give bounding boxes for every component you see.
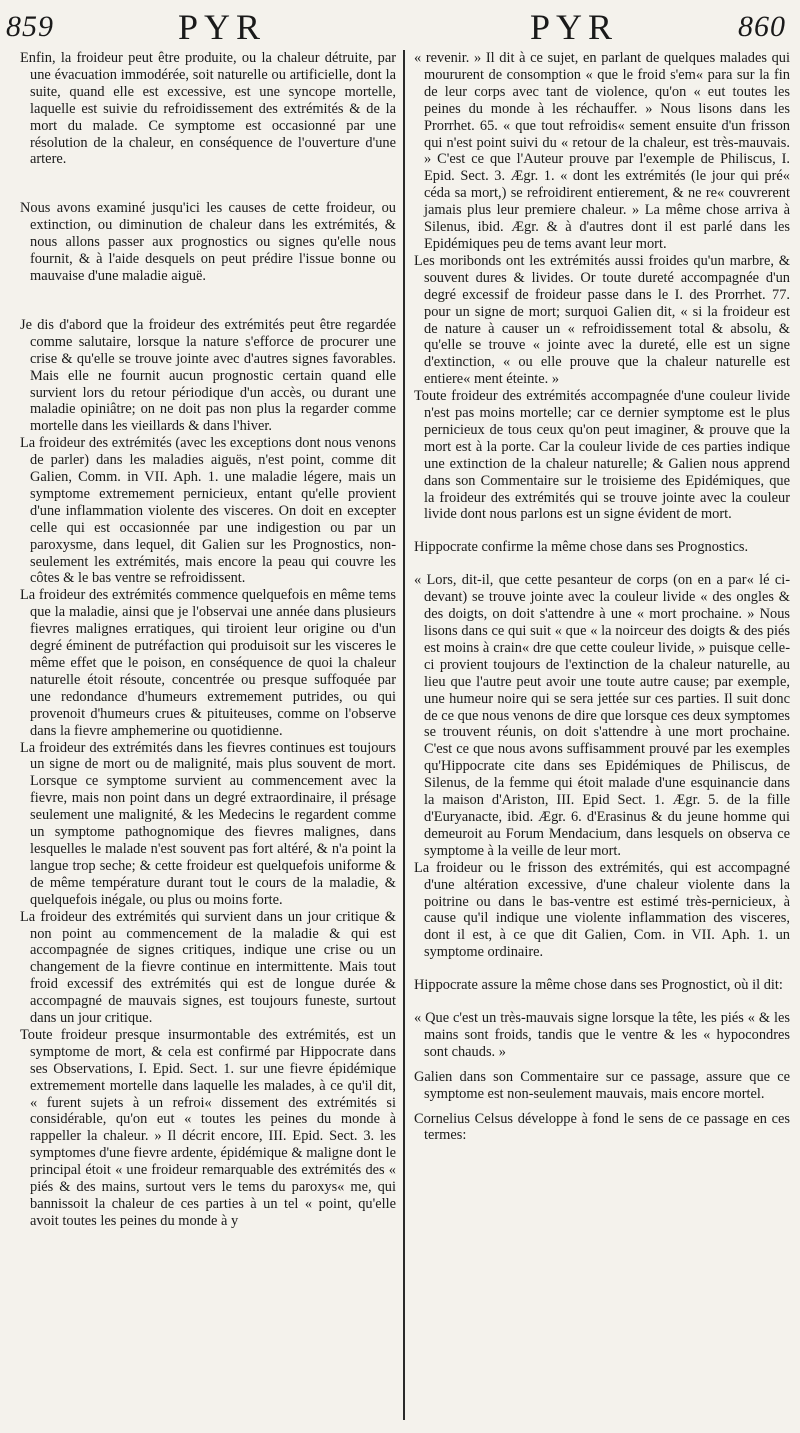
running-head-right: PYR bbox=[530, 7, 619, 47]
paragraph: « revenir. » Il dit à ce sujet, en parlant de quelques malades qui moururent de consomption « que le froid s'em« para sur la fin de leur corps avec tant de violence, qu'on « eut toutes les peines du monde à les réchauffer. » Nous lisons dans les Prorrhet. 65. « que tout refroidis« sement ensuite d'un frisson qui n'est point suivi du « retour de la chaleur, est très-mauvais. » C'est ce que l'Auteur prouve par l'exemple de Philiscus, I. Epid. Sect. 3. Ægr. 1. « dont les extrémités (le jour qui pré« céda sa mort,) se refroidirent entierement, & ne re« couvrerent jamais plus leur premiere chaleur. » La même chose arriva à Silenus, ibid. Ægr. & à d'autres dont il est parlé dans les Epidémiques peu de tems avant leur mort. bbox=[414, 50, 790, 252]
left-column bbox=[20, 50, 396, 1230]
paragraph: « Lors, dit-il, que cette pesanteur de corps (on en a par« lé ci-devant) se trouve jointe avec la couleur livide « des ongles & des doigts, on doit s'attendre à une « mort prochaine. » Nous lisons dans ce qui suit « que « la noirceur des doigts & des piés est moins à crain« dre que cette couleur livide, » puisque celle-ci provient toujours de l'extinction de la chaleur naturelle, au lieu que l'autre peut avoir une toute autre cause; par exemple, une humeur noire qui se sera jettée sur ces parties. Il suit donc de ce que nous venons de dire que lorsque ces deux symptomes se trouvent réunis, on doit s'attendre à une mort prochaine. C'est ce que nous avons suffisamment prouvé par les exemples qu'Hippocrate cite dans ses Epidémiques de Philiscus, de Silenus, de la femme qui étoit malade d'une esquinancie dans la maison d'Ariston, III. Epid Sect. 1. Ægr. 5. de la fille d'Euryanacte, ibid. Ægr. 6. d'Erasinus & du jeune homme qui demeuroit au Forum Mendacium, dans lesquels on observa ce symptome à la veille de leur mort. bbox=[414, 572, 790, 859]
column-divider bbox=[403, 50, 405, 1420]
paragraph: La froideur des extrémités (avec les exceptions dont nous venons de parler) dans les maladies aiguës, n'est point, comme dit Galien, Comm. in VII. Aph. 1. une maladie légere, mais un symptome extremement pernicieux, entant qu'elle provient d'une inflammation violente des visceres. On doit en excepter celle qui est occasionnée par une indigestion ou par un paroxysme, dans lequel, dit Galien sur les Prognostics, non-seulement les extrémités, mais encore la peau qui couvre les côtes & le bas ventre se refroidissent. bbox=[20, 435, 396, 587]
paragraph: Nous avons examiné jusqu'ici les causes de cette froideur, ou extinction, ou diminution de chaleur dans les extrémités, & nous allons passer aux prognostics ou signes qu'elle nous fournit, & à l'aide desquels on peut prédire l'issue bonne ou mauvaise d'une maladie aiguë. bbox=[20, 200, 396, 284]
paragraph: Toute froideur presque insurmontable des extrémités, est un symptome de mort, & cela est confirmé par Hippocrate dans ses Observations, I. Epid. Sect. 1. sur une fievre épidémique extremement mortelle dans laquelle les malades, à ce qu'il dit, « furent sujets à un refroi« dissement des extrémités si considérable, qu'on eut « toutes les peines du monde à rappeller la chaleur. » Il décrit encore, III. Epid. Sect. 3. les symptomes d'une fievre ardente, épidémique & maligne dont le principal étoit « une froideur remarquable des extrémités des « piés & des mains, surtout vers le tems du paroxys« me, qui bannissoit la chaleur de ces parties à un tel « point, qu'elle avoit toutes les peines du monde à y bbox=[20, 1026, 396, 1229]
paragraph: La froideur des extrémités commence quelquefois en même tems que la maladie, ainsi que je l'observai une année dans plusieurs fievres malignes erratiques, qui tiroient leur origine ou d'un degré éminent de putréfaction qui produisoit sur les visceres le même effet que le poison, en conséquence de quoi la chaleur naturelle étoit résoute, concentrée ou presque suffoquée par une redondance d'humeurs extremement putrides, ou qui provenoit d'humeurs crues & pituiteuses, comme on l'observe dans la fievre amphemerine ou quotidienne. bbox=[20, 587, 396, 739]
paragraph: Enfin, la froideur peut être produite, ou la chaleur détruite, par une évacuation immodérée, soit naturelle ou artificielle, dont la suite, quand elle est excessive, est une syncope mortelle, laquelle est suivie du refroidissement des extrémités & de la mort du malade. Ce symptome est occasionné par une résolution de la chaleur, en conséquence de l'ouverture d'une artere. bbox=[20, 50, 396, 168]
paragraph: Galien dans son Commentaire sur ce passage, assure que ce symptome est non-seulement mauvais, mais encore mortel. bbox=[414, 1068, 790, 1102]
paragraph: « Que c'est un très-mauvais signe lorsque la tête, les piés « & les mains sont froids, tandis que le ventre & les « hypocondres sont chauds. » bbox=[414, 1010, 790, 1060]
paragraph: Les moribonds ont les extrémités aussi froides qu'un marbre, & souvent dures & livides. Or toute dureté accompagnée d'un degré excessif de froideur passe dans le I. des Prorrhet. 77. pour un signe de mort; surquoi Galien dit, « si la froideur est de nature à causer un « refroidissement total & absolu, & qu'elle se trouve « jointe avec la dureté, elle est un signe d'extinction, « ou elle prouve que la chaleur naturelle est entiere« ment éteinte. » bbox=[414, 252, 790, 388]
paragraph: Toute froideur des extrémités accompagnée d'une couleur livide n'est pas moins mortelle; car ce dernier symptome est le plus pernicieux de tous ceux qu'on peut imaginer, & prouve que la mort est à la porte. Car la couleur livide de ces parties indique une extinction de la chaleur naturelle; & Galien nous apprend dans son Commentaire sur le troisieme des Epidémiques, que la froideur des extrémités qui se trouve jointe avec la couleur livide dont nous parlons est un signe évident de mort. bbox=[414, 388, 790, 523]
paragraph: La froideur des extrémités dans les fievres continues est toujours un signe de mort ou de malignité, mais plus souvent de mort. Lorsque ce symptome survient au commencement avec la fievre, mais non point dans un degré extraordinaire, il présage seulement une malignité, & les Medecins le regardent comme un symptome pathognomique des fievres malignes, dans lesquelles le malade n'est souvent pas fort altéré, & n'a point la langue trop seche; & cette froideur est quelquefois uniforme & de même température durant tout le cours de la maladie, & quelquefois inégale, ou plus ou moins forte. bbox=[20, 739, 396, 908]
page-number-left: 859 bbox=[6, 10, 54, 43]
paragraph: Je dis d'abord que la froideur des extrémités peut être regardée comme salutaire, lorsque la nature s'efforce de procurer une crise & qu'elle se trouve jointe avec d'autres signes favorables. Mais elle ne fournit aucun prognostic certain quand elle survient lors du retour périodique d'un accès, ou durant une maladie opiniâtre; on ne doit pas non plus la regarder comme mortelle dans les vieillards & dans l'hiver. bbox=[20, 316, 396, 435]
paragraph: Cornelius Celsus développe à fond le sens de ce passage en ces termes: bbox=[414, 1110, 790, 1144]
paragraph: Hippocrate assure la même chose dans ses Prognostict, où il dit: bbox=[414, 977, 783, 994]
running-head-left: PYR bbox=[178, 7, 267, 47]
paragraph: La froideur ou le frisson des extrémités, qui est accompagné d'une altération excessive, d'une chaleur violente dans la poitrine ou dans le bas-ventre est estimé très-pernicieux, à cause qu'il indique une violente inflammation des visceres, dont il est, à ce que dit Galien, Com. in VII. Aph. 1. un symptome ordinaire. bbox=[414, 859, 790, 961]
page-number-right: 860 bbox=[738, 10, 786, 43]
page-header bbox=[0, 0, 800, 52]
paragraph: Hippocrate confirme la même chose dans ses Prognostics. bbox=[414, 539, 749, 556]
paragraph: La froideur des extrémités qui survient dans un jour critique & non point au commencement de la maladie & qui est accompagnée de signes critiques, indique une crise ou un changement de la fievre continue en intermittente. Mais tout froid excessif des extrémités qui est de longue durée & accompagné de mauvais signes, est toujours funeste, surtout dans un jour critique. bbox=[20, 908, 396, 1027]
right-column bbox=[414, 50, 790, 1144]
